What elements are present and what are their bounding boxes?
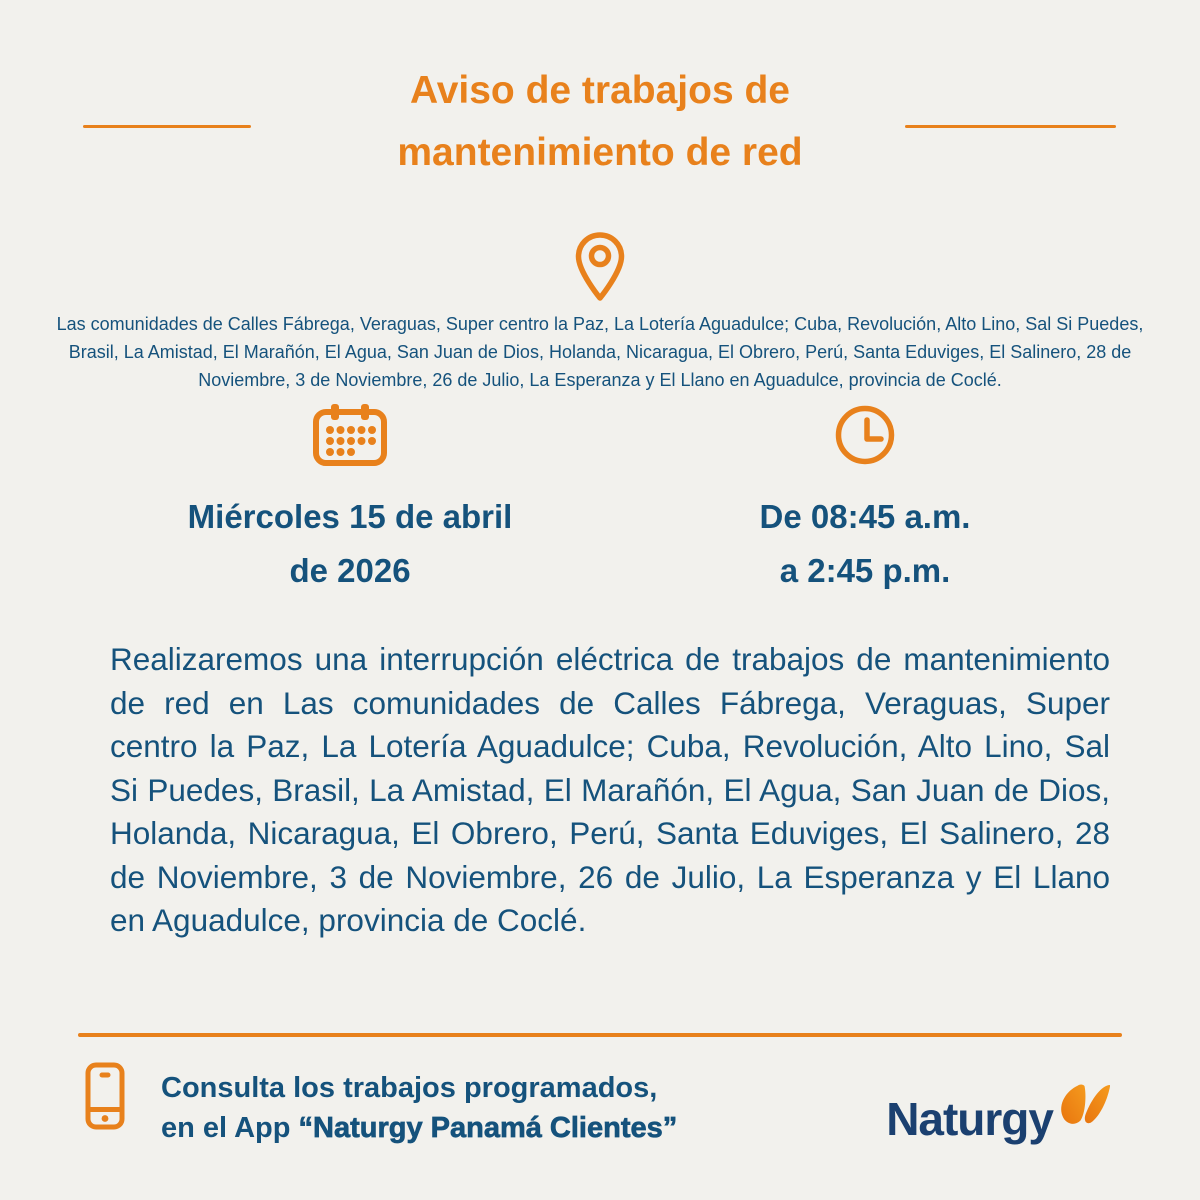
date-line1: Miércoles 15 de abril	[187, 498, 513, 535]
smartphone-icon	[85, 1062, 125, 1130]
footer	[85, 1062, 1112, 1148]
footer-app-text	[161, 1068, 677, 1148]
decorative-rule-left	[83, 125, 251, 128]
body-paragraph: Realizaremos una interrupción eléctrica de trabajos de mantenimiento de red en Las comunidades de Calles Fábrega, Veraguas, Super centro la Paz, La Lotería Aguadulce; Cuba, Revolución, Alto Lino, Sal Si Puedes, Brasil, La Amistad, El Marañón, El Agua, San Juan de Dios, Holanda, Nicaragua, El Obrero, Perú, Santa Eduviges, El Salinero, 28 de Noviembre, 3 de Noviembre, 26 de Julio, La Esperanza y El Llano en Aguadulce, provincia de Coclé.	[110, 641, 1110, 938]
footer-divider	[78, 1033, 1122, 1037]
time-column	[700, 402, 1030, 598]
page-title	[0, 0, 1200, 184]
communities-paragraph: Las comunidades de Calles Fábrega, Veraguas, Super centro la Paz, La Lotería Aguadulce; Cuba, Revolución, Alto Lino, Sal Si Puedes, Brasil, La Amistad, El Marañón, El Agua, San Juan de Dios, Holanda, Nicaragua, El Obrero, Perú, Santa Eduviges, El Salinero, 28 de Noviembre, 3 de Noviembre, 26 de Julio, La Esperanza y El Llano en Aguadulce, provincia de Coclé.	[56, 314, 1144, 390]
decorative-rule-right	[905, 125, 1116, 128]
schedule-section	[0, 402, 1200, 598]
footer-line2-prefix: en el App	[161, 1112, 299, 1144]
location-pin-icon	[574, 232, 626, 302]
date-column	[0, 402, 700, 598]
location-section	[0, 232, 1200, 302]
naturgy-butterfly-icon	[1058, 1084, 1112, 1130]
naturgy-wordmark: Naturgy	[886, 1093, 1053, 1145]
time-line2: a 2:45 p.m.	[779, 552, 951, 589]
clock-icon	[834, 404, 896, 466]
footer-line2	[161, 1108, 677, 1148]
date-line2: de 2026	[289, 552, 411, 589]
time-line1: De 08:45 a.m.	[759, 498, 971, 535]
naturgy-logo	[886, 1084, 1112, 1145]
page-title-line1: Aviso de trabajos de	[409, 69, 790, 112]
page-title-line2: mantenimiento de red	[397, 131, 803, 174]
footer-line1: Consulta los trabajos programados,	[161, 1072, 658, 1104]
time-text	[760, 490, 971, 598]
date-text	[188, 490, 513, 598]
calendar-icon	[312, 403, 388, 467]
footer-app-name: “Naturgy Panamá Clientes”	[298, 1112, 678, 1144]
